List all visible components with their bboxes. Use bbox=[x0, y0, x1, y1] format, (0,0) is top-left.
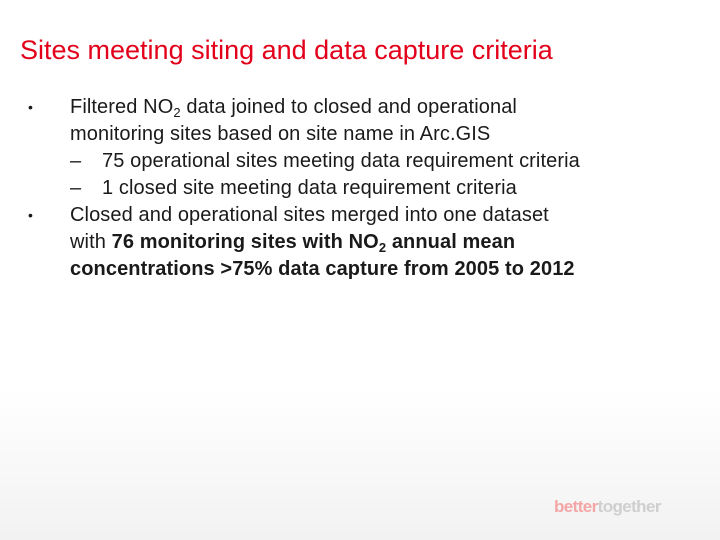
subscript: 2 bbox=[378, 240, 387, 255]
bold-text: 76 monitoring sites with NO bbox=[111, 231, 379, 253]
dash-marker: – bbox=[70, 150, 82, 172]
bullet-line: monitoring sites based on site name in Arc.GIS bbox=[70, 123, 491, 145]
dash-marker: – bbox=[70, 177, 82, 199]
bold-text: annual mean bbox=[386, 231, 516, 253]
subscript: 2 bbox=[173, 105, 181, 120]
slide-content bbox=[28, 94, 708, 283]
sub-bullet-text: 1 closed site meeting data requirement criteria bbox=[102, 177, 517, 199]
sub-bullet-text: 75 operational sites meeting data requirement criteria bbox=[102, 150, 580, 172]
bullet-text: data joined to closed and operational bbox=[180, 96, 517, 118]
logo-text-together: together bbox=[597, 497, 661, 516]
bullet-line bbox=[70, 94, 708, 121]
sub-bullet-item bbox=[28, 175, 708, 202]
better-together-logo bbox=[554, 496, 661, 518]
bullet-line bbox=[70, 256, 708, 283]
bullet-line: Closed and operational sites merged into one dataset bbox=[70, 204, 549, 226]
bullet-item bbox=[28, 202, 708, 283]
bullet-line bbox=[70, 229, 708, 256]
bullet-marker: • bbox=[28, 99, 34, 115]
bullet-text: Filtered NO bbox=[70, 96, 174, 118]
bullet-item bbox=[28, 94, 708, 148]
slide-title: Sites meeting siting and data capture criteria bbox=[20, 35, 553, 65]
bullet-text: with bbox=[70, 231, 112, 253]
bold-text: concentrations >75% data capture from 2005 to 2012 bbox=[70, 258, 575, 280]
bullet-marker: • bbox=[28, 207, 34, 223]
logo-text-better: better bbox=[554, 497, 598, 516]
sub-bullet-item bbox=[28, 148, 708, 175]
